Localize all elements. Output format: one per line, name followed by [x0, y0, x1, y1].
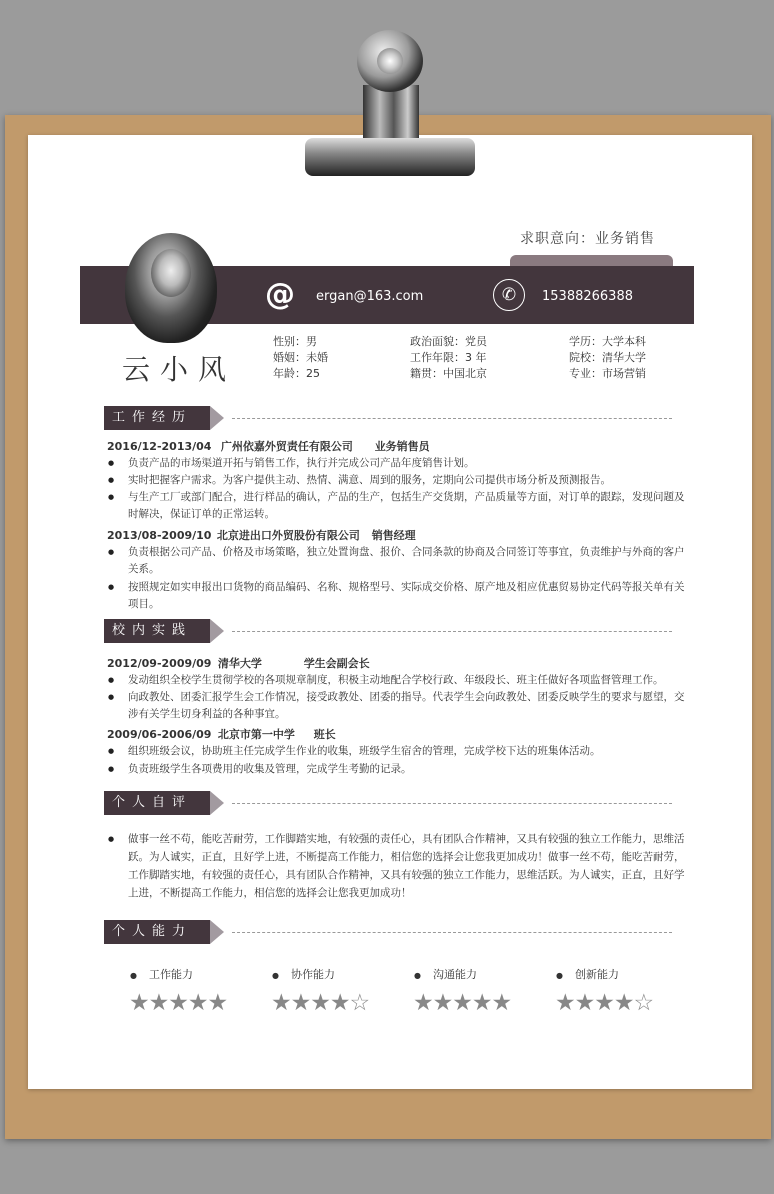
email-icon: @ [265, 277, 295, 312]
self-evaluation: ● 做事一丝不苟，能吃苦耐劳，工作脚踏实地，有较强的责任心，具有团队合作精神，又具有较强的独立工作能力，思维活跃。为人诚实，正直，且好学上进，不断提高工作能力，相信您的选择会让您我更加成功！做事一丝不苟，能吃苦耐劳，工作脚踏实地，有较强的责任心，具有团队合作精神，又具有较强的独立工作能力，思维活跃。为人诚实，正直，且好学上进，不断提高工作能力，相信您的选择会让您我更加成功！ [108, 830, 688, 902]
list-item: ● 组织班级会议，协助班主任完成学生作业的收集，班级学生宿舍的管理，完成学校下达的班集体活动。 [108, 743, 688, 760]
skill-comm: ● 沟通能力 [414, 968, 477, 981]
section-divider [232, 932, 672, 933]
skill-label: 沟通能力 [432, 968, 477, 981]
info-col-2 [410, 334, 487, 382]
org: 北京市第一中学 [217, 728, 295, 741]
info-col-3 [569, 334, 646, 382]
section-divider [232, 418, 672, 419]
campus-entry-2-header [107, 726, 336, 742]
section-title: 个人能力 [104, 920, 210, 944]
skill-label: 协作能力 [290, 968, 335, 981]
list-item: ● 向政教处、团委汇报学生会工作情况，接受政教处、团委的指导。代表学生会向政教处、团委反映学生的要求与愿望，交涉有关学生切身利益的各种事宜。 [108, 689, 688, 723]
candidate-name: 云小风 [122, 353, 237, 386]
role: 销售经理 [371, 529, 416, 542]
work-entry-2-header [107, 527, 416, 543]
info-major: 专业：市场营销 [569, 367, 646, 380]
info-gender: 性别：男 [273, 335, 317, 348]
avatar [125, 233, 217, 343]
info-col-1 [273, 334, 328, 382]
info-marriage: 婚姻：未婚 [273, 351, 328, 364]
skill-label: 工作能力 [148, 968, 193, 981]
info-school: 院校：清华大学 [569, 351, 646, 364]
company: 广州依嘉外贸责任有限公司 [220, 440, 353, 453]
list-item: ● 负责产品的市场渠道开拓与销售工作，执行并完成公司产品年度销售计划。 [108, 455, 688, 472]
skill-collab: ● 协作能力 [272, 968, 335, 981]
star-rating-icon: ★★★★☆ [271, 990, 370, 1016]
period: 2013/08-2009/10 [107, 529, 212, 542]
section-arrow [210, 791, 224, 815]
work-entry-1-header [107, 438, 430, 454]
period: 2012/09-2009/09 [107, 657, 212, 670]
info-age: 年龄：25 [273, 367, 320, 380]
org: 清华大学 [217, 657, 262, 670]
email-text: ergan@163.com [316, 289, 424, 304]
section-divider [232, 803, 672, 804]
list-item: ● 与生产工厂或部门配合，进行样品的确认，产品的生产，包括生产交货期，产品质量等方面，对订单的跟踪，发现问题及时解决，保证订单的正常运转。 [108, 489, 688, 523]
list-item: ● 实时把握客户需求。为客户提供主动、热情、满意、周到的服务，定期向公司提供市场分析及预测报告。 [108, 472, 688, 489]
info-education: 学历：大学本科 [569, 335, 646, 348]
info-politics: 政治面貌：党员 [410, 335, 487, 348]
phone-text: 15388266388 [542, 289, 633, 304]
skill-label: 创新能力 [574, 968, 619, 981]
role: 学生会副会长 [303, 657, 370, 670]
period: 2016/12-2013/04 [107, 440, 212, 453]
star-rating-icon: ★★★★★ [129, 990, 228, 1016]
section-title: 校内实践 [104, 619, 210, 643]
star-rating-icon: ★★★★☆ [555, 990, 654, 1016]
company: 北京进出口外贸股份有限公司 [216, 529, 360, 542]
star-rating-icon: ★★★★★ [413, 990, 512, 1016]
phone-icon: ✆ [493, 279, 525, 311]
period: 2009/06-2006/09 [107, 728, 212, 741]
list-item: ● 发动组织全校学生贯彻学校的各项规章制度，积极主动地配合学校行政、年级段长、班主任做好各项监督管理工作。 [108, 672, 688, 689]
role: 业务销售员 [374, 440, 430, 453]
info-work-years: 工作年限：3 年 [410, 351, 487, 364]
section-arrow [210, 920, 224, 944]
list-item: ● 按照规定如实申报出口货物的商品编码、名称、规格型号、实际成交价格、原产地及相应优惠贸易协定代码等报关单有关项目。 [108, 579, 688, 613]
section-divider [232, 631, 672, 632]
campus-entry-1-header [107, 655, 370, 671]
section-arrow [210, 406, 224, 430]
list-item: ● 负责根据公司产品、价格及市场策略，独立处置询盘、报价、合同条款的协商及合同签订等事宜，负责维护与外商的客户关系。 [108, 544, 688, 578]
job-intent: 求职意向：业务销售 [520, 231, 655, 247]
section-arrow [210, 619, 224, 643]
skill-work: ● 工作能力 [130, 968, 193, 981]
info-origin: 籍贯：中国北京 [410, 367, 487, 380]
binder-clip [305, 30, 475, 180]
section-title: 个人自评 [104, 791, 210, 815]
list-item: ● 负责班级学生各项费用的收集及管理，完成学生考勤的记录。 [108, 761, 688, 778]
role: 班长 [313, 728, 336, 741]
skill-innov: ● 创新能力 [556, 968, 619, 981]
section-title: 工作经历 [104, 406, 210, 430]
